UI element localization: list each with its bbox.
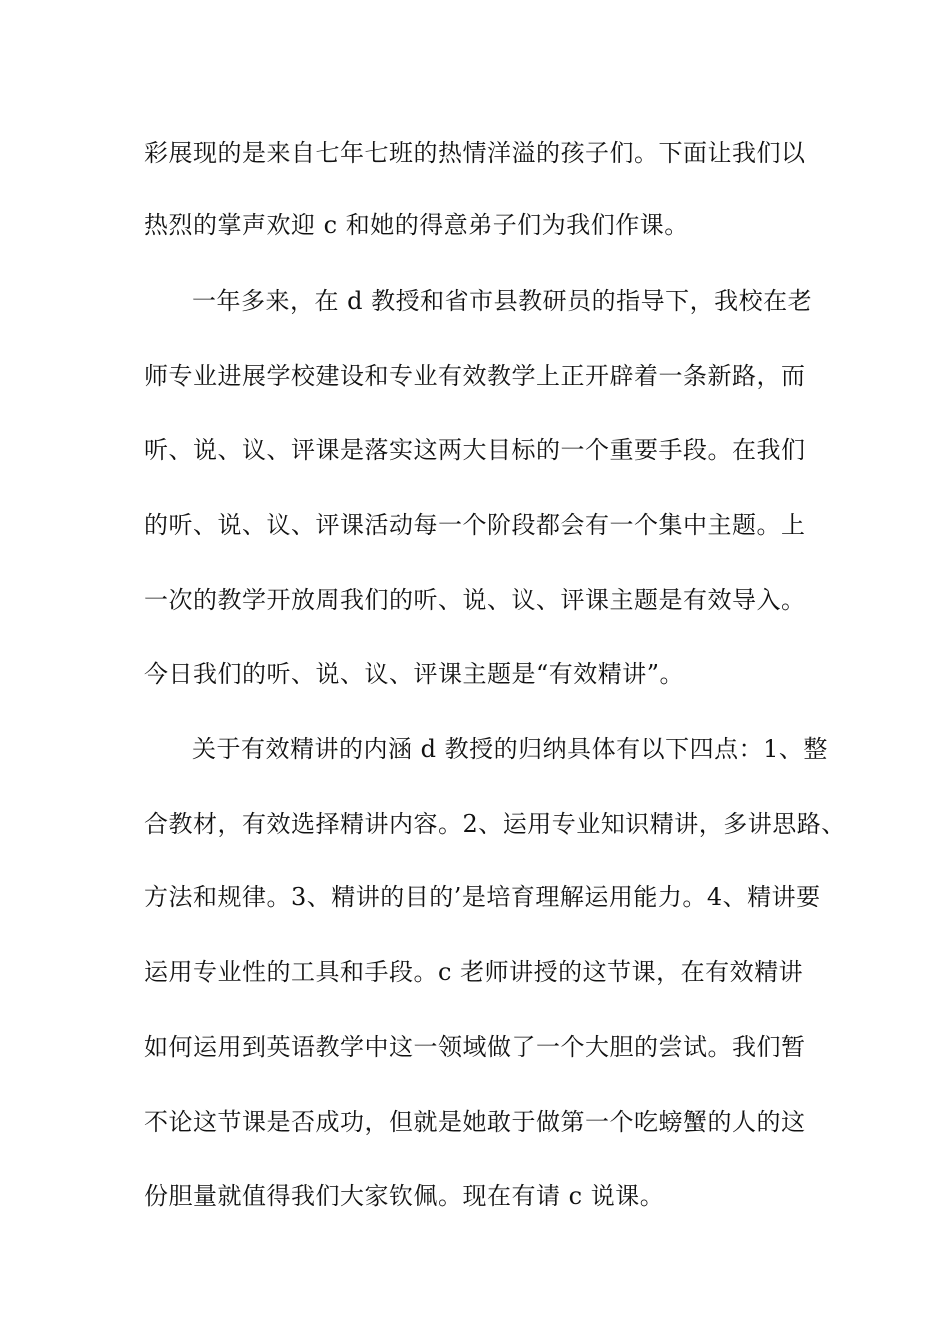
text-line: 合教材，有效选择精讲内容。2、运用专业知识精讲，多讲思路、 [144,810,846,838]
text-line: 的听、说、议、评课活动每一个阶段都会有一个集中主题。上 [144,511,806,539]
text-line: 今日我们的听、说、议、评课主题是“有效精讲”。 [144,660,685,688]
text-line: 一次的教学开放周我们的听、说、议、评课主题是有效导入。 [144,586,806,614]
text-line: 份胆量就值得我们大家钦佩。现在有请 c 说课。 [144,1182,665,1210]
text-line: 运用专业性的工具和手段。c 老师讲授的这节课，在有效精讲 [144,958,804,986]
text-line: 师专业进展学校建设和专业有效教学上正开辟着一条新路，而 [144,362,806,390]
text-line: 听、说、议、评课是落实这两大目标的一个重要手段。在我们 [144,436,806,464]
paragraph-start-line: 一年多来，在 d 教授和省市县教研员的指导下，我校在老 [192,287,813,315]
text-line: 彩展现的是来自七年七班的热情洋溢的孩子们。下面让我们以 [144,139,806,167]
paragraph-start-line: 关于有效精讲的内涵 d 教授的归纳具体有以下四点：1、整 [192,735,828,763]
text-line: 如何运用到英语教学中这一领域做了一个大胆的尝试。我们暂 [144,1033,806,1061]
text-line: 方法和规律。3、精讲的目的’是培育理解运用能力。4、精讲要 [144,883,821,911]
text-line: 热烈的掌声欢迎 c 和她的得意弟子们为我们作课。 [144,211,689,239]
text-line: 不论这节课是否成功，但就是她敢于做第一个吃螃蟹的人的这 [144,1108,806,1136]
